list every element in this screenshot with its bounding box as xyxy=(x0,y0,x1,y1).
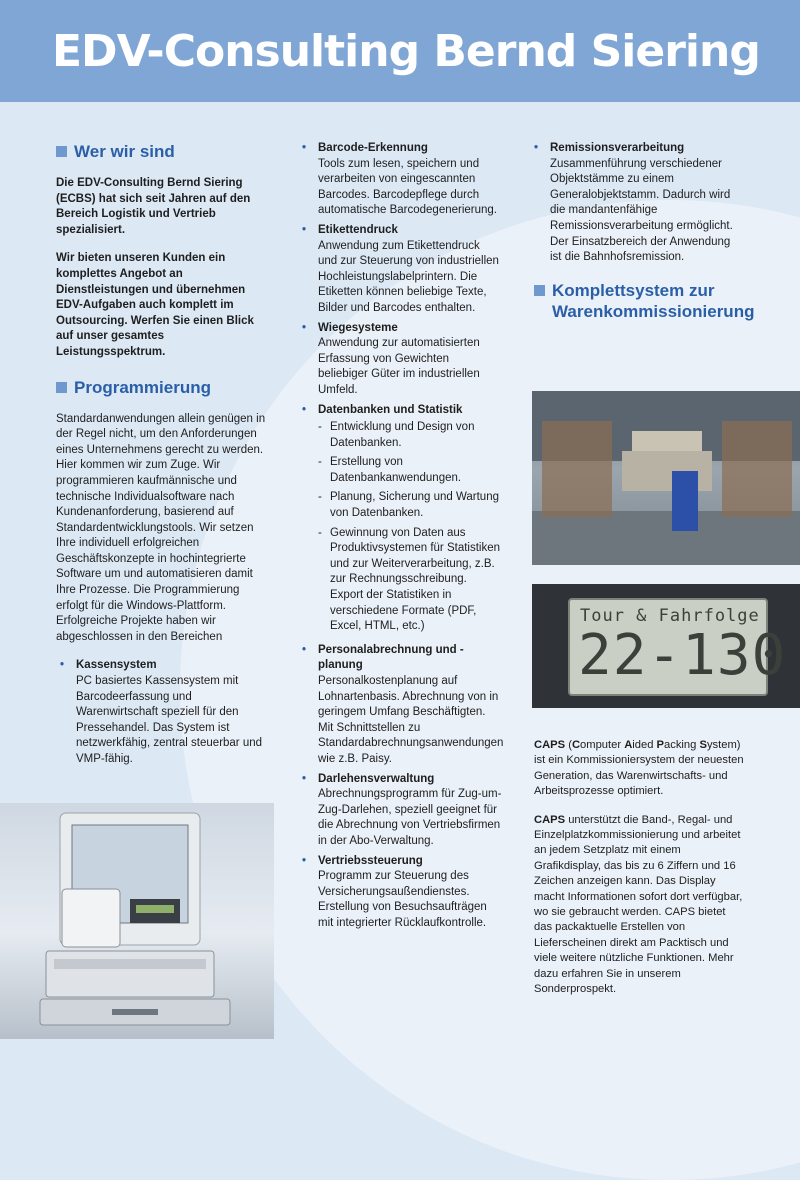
caps-paragraph-1: CAPS (Computer Aided Packing System) ist ein Kommissioniersystem der neuesten Generation, das Warenwirtschafts- und Arbeitsprozesse optimiert. xyxy=(534,739,744,798)
heading-programmierung xyxy=(56,377,274,398)
dash-icon: - xyxy=(318,456,322,469)
item-text: Programm zur Steuerung des Versicherungsaußendienstes. Erstellung von Besuchsaufträgen mit integrierter Rücklaufkontrolle. xyxy=(318,870,487,929)
item-text: Anwendung zum Etikettendruck und zur Steuerung von industriellen Hochleistungslabelprintern. Die Etiketten können beliebige Texte, Bilder und Barcodes enthalten. xyxy=(318,239,499,314)
item-title: Barcode-Erkennung xyxy=(318,142,428,154)
lcd-display xyxy=(568,598,787,696)
square-bullet-icon xyxy=(56,146,67,157)
bullet-icon: • xyxy=(302,854,307,867)
item-text: Abrechnungsprogramm für Zug-um-Zug-Darlehen, speziell geeignet für die Abrechnung von Vertriebsfirmen in der Abo-Verwaltung. xyxy=(318,788,502,847)
dash-icon: - xyxy=(318,526,322,539)
column-right xyxy=(534,141,755,336)
heading-komplettsystem xyxy=(534,280,755,322)
bullet-icon: • xyxy=(60,659,65,672)
list-item-barcode xyxy=(302,141,502,219)
intro-paragraph-2: Wir bieten unseren Kunden ein komplettes Angebot an Dienstleistungen und übernehmen EDV-Aufgaben auch komplett im Outsourcing. Werfen Sie einen Blick auf unser gesamtes Leistungsspektrum. xyxy=(56,252,254,358)
list-item-personalabrechnung xyxy=(302,643,502,768)
item-title: Darlehensverwaltung xyxy=(318,772,435,785)
list-item-etikettendruck xyxy=(302,223,502,317)
bullet-icon: • xyxy=(302,403,307,416)
item-title: Personalabrechnung und -planung xyxy=(318,643,464,672)
item-text: Personalkostenplanung auf Lohnartenbasis. Abrechnung von in geringem Umfang Beschäftigten. Mit Schnittstellen zu Standardabrechnungsanwendungen wie z.B. Paisy. xyxy=(318,675,504,765)
list-item-vertriebssteuerung xyxy=(302,854,502,932)
bullet-icon: • xyxy=(302,223,307,236)
page-title: EDV-Consulting Bernd Siering xyxy=(52,26,760,77)
header-banner xyxy=(0,0,800,102)
warehouse-photo xyxy=(532,391,800,565)
item-title: Vertriebssteuerung xyxy=(318,854,423,867)
heading-text: Programmierung xyxy=(74,377,211,397)
column-left xyxy=(56,141,274,772)
dash-icon: - xyxy=(318,491,322,504)
bullet-icon: • xyxy=(302,643,307,656)
sub-item: - Planung, Sicherung und Wartung von Datenbanken. xyxy=(318,490,502,521)
pos-system-photo xyxy=(0,803,274,1039)
caps-paragraph-2: CAPS unterstützt die Band-, Regal- und Einzelplatzkommissionierung und arbeitet an jedem Setzplatz mit einem Grafikdisplay, das bis zu 6 Ziffern und 16 Zeichen anzeigen kann. Das Display macht Informationen sofort dort verfügbar, wo sie gebraucht werden. CAPS bietet das packaktuelle Erstellen von Lieferscheinen direkt am Packtisch und viele weitere nützliche Funktionen. Mehr dazu erfahren Sie in unserem Sonderprospekt. xyxy=(534,813,743,996)
item-text: PC basiertes Kassensystem mit Barcodeerfassung und Warenwirtschaft speziell für den Pressehandel. Das System ist netzwerkfähig, zentral steuerbar und VMP-fähig. xyxy=(76,675,263,765)
item-title: Wiegesysteme xyxy=(318,321,398,334)
heading-text: Komplettsystem zur Warenkommissionierung xyxy=(552,280,755,321)
item-title: Datenbanken und Statistik xyxy=(318,403,463,416)
square-bullet-icon xyxy=(534,285,545,296)
list-item-datenbanken xyxy=(302,403,502,639)
sub-item: - Erstellung von Datenbankanwendungen. xyxy=(318,455,502,486)
item-text: Anwendung zur automatisierten Erfassung von Gewichten beliebiger Güter im industriellen Umfeld. xyxy=(318,337,480,396)
display-photo xyxy=(532,584,800,708)
item-title: Kassensystem xyxy=(76,659,157,672)
bullet-icon: • xyxy=(534,142,539,154)
list-item-wiegesysteme xyxy=(302,321,502,399)
intro-paragraph-1: Die EDV-Consulting Bernd Siering (ECBS) hat sich seit Jahren auf den Bereich Logistik und Vertrieb spezialisiert. xyxy=(56,177,251,236)
heading-text: Wer wir sind xyxy=(74,142,175,161)
bullet-icon: • xyxy=(302,772,307,785)
pos-terminal-illustration xyxy=(0,803,274,1039)
programmierung-paragraph: Standardanwendungen allein genügen in der Regel nicht, um den Anforderungen eines Unternehmens gerecht zu werden. Hier kommen wir zum Zuge. Wir programmieren kaufmännische und technische Individualsoftware nach Kundenanforderung, basierend auf Standardentwicklungstools. Wir setzen Ihre individuell erfolgreichen Geschäftskonzepte in hochintegrierte Software um und automatisieren damit Ihre Prozesse. Die Programmierung erfolgt für die Windows-Plattform. Erfolgreiche Projekte haben wir abgeschlossen in den Bereichen xyxy=(56,412,266,643)
item-text: Zusammenführung verschiedener Objektstämme zu einem Generalobjektstamm. Dadurch wird die mandantenfähige Remissionsverarbeitung ermöglicht. Der Einsatzbereich der Anwendung ist die Bahnhofsremission. xyxy=(550,157,733,264)
list-item-kassensystem xyxy=(60,658,274,767)
item-title: Etikettendruck xyxy=(318,223,398,236)
display-line-2: 22-130 xyxy=(578,623,787,688)
item-text: Tools zum lesen, speichern und verarbeiten von eingescannten Barcodes. Barcodepflege durch automatische Barcodegenerierung. xyxy=(318,157,498,217)
list-item-darlehensverwaltung xyxy=(302,772,502,850)
display-line-1: Tour & Fahrfolge xyxy=(580,606,760,626)
bullet-icon: • xyxy=(302,142,307,154)
sub-item: - Entwicklung und Design von Datenbanken. xyxy=(318,420,502,451)
column-middle xyxy=(302,141,502,936)
caps-text-block xyxy=(534,738,746,1011)
dash-icon: - xyxy=(318,421,322,434)
sub-item: - Gewinnung von Daten aus Produktivsystemen für Statistiken und zur Weiterverarbeitung, z.B. zur Rechnungsschreibung. Export der Statistiken in verschiedene Formate (PDF, Excel, HTML, etc.) xyxy=(318,526,502,635)
warehouse-illustration xyxy=(532,391,800,565)
heading-wer-wir-sind xyxy=(56,141,274,162)
list-item-remission xyxy=(534,141,744,266)
square-bullet-icon xyxy=(56,382,67,393)
bullet-icon: • xyxy=(302,321,307,334)
item-title: Remissionsverarbeitung xyxy=(550,142,685,154)
